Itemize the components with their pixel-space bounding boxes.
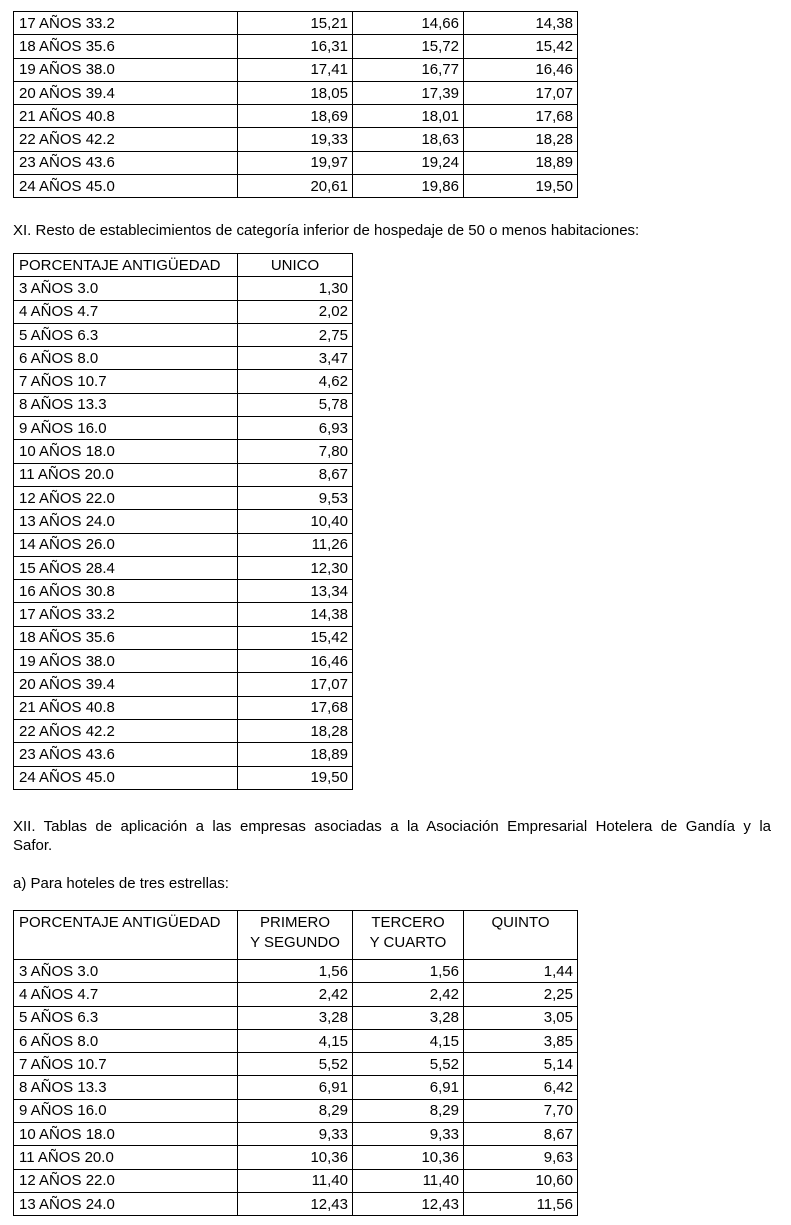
value-cell: 11,56	[464, 1192, 578, 1215]
column-header-line: QUINTO	[491, 914, 550, 931]
value-cell: 11,40	[238, 1169, 353, 1192]
row-label-cell: 19 AÑOS 38.0	[14, 650, 238, 673]
table-row	[14, 603, 353, 626]
value-cell: 15,72	[353, 35, 464, 58]
table-row	[14, 1192, 578, 1215]
row-label-cell: 24 AÑOS 45.0	[14, 766, 238, 789]
value-cell: 6,93	[238, 417, 353, 440]
value-cell: 9,33	[353, 1123, 464, 1146]
value-cell: 12,30	[238, 556, 353, 579]
row-label-cell: 5 AÑOS 6.3	[14, 323, 238, 346]
table-row	[14, 300, 353, 323]
table-row	[14, 510, 353, 533]
table-row	[14, 719, 353, 742]
table-row	[14, 463, 353, 486]
table-row	[14, 533, 353, 556]
table-row	[14, 1006, 578, 1029]
table-row	[14, 626, 353, 649]
value-cell: 15,42	[238, 626, 353, 649]
value-cell: 11,40	[353, 1169, 464, 1192]
value-cell: 10,60	[464, 1169, 578, 1192]
column-header-line: TERCERO	[371, 914, 445, 931]
value-cell: 10,36	[353, 1146, 464, 1169]
row-label-cell: 3 AÑOS 3.0	[14, 277, 238, 300]
column-header-line: Y SEGUNDO	[250, 934, 340, 951]
value-cell: 19,86	[353, 175, 464, 198]
value-cell: 19,50	[238, 766, 353, 789]
table-row	[14, 347, 353, 370]
table-row	[14, 983, 578, 1006]
value-cell: 19,50	[464, 175, 578, 198]
value-cell: 1,56	[353, 960, 464, 983]
row-label-cell: 12 AÑOS 22.0	[14, 486, 238, 509]
value-cell: 16,77	[353, 58, 464, 81]
section-xii-heading-line2: Safor.	[13, 837, 53, 854]
value-cell: 2,25	[464, 983, 578, 1006]
table-row	[14, 766, 353, 789]
value-cell: 18,28	[464, 128, 578, 151]
value-cell: 12,43	[238, 1192, 353, 1215]
value-cell: 17,41	[238, 58, 353, 81]
table-row	[14, 81, 578, 104]
row-label-cell: 7 AÑOS 10.7	[14, 370, 238, 393]
value-cell: 18,69	[238, 105, 353, 128]
table-row	[14, 277, 353, 300]
table-row	[14, 1123, 578, 1146]
row-label-cell: 15 AÑOS 28.4	[14, 556, 238, 579]
value-cell: 5,52	[353, 1053, 464, 1076]
row-label-cell: 11 AÑOS 20.0	[14, 463, 238, 486]
row-label-cell: 19 AÑOS 38.0	[14, 58, 238, 81]
table-row	[14, 1029, 578, 1052]
row-label-cell: 11 AÑOS 20.0	[14, 1146, 238, 1169]
table-hospedaje-continuation	[13, 11, 578, 198]
value-cell: 17,07	[238, 673, 353, 696]
column-header-unico: UNICO	[238, 254, 353, 277]
value-cell: 18,89	[238, 743, 353, 766]
table-row	[14, 105, 578, 128]
value-cell: 4,62	[238, 370, 353, 393]
value-cell: 17,07	[464, 81, 578, 104]
value-cell: 2,42	[353, 983, 464, 1006]
value-cell: 16,31	[238, 35, 353, 58]
row-label-cell: 13 AÑOS 24.0	[14, 510, 238, 533]
value-cell: 2,75	[238, 323, 353, 346]
row-label-cell: 24 AÑOS 45.0	[14, 175, 238, 198]
value-cell: 14,66	[353, 12, 464, 35]
value-cell: 13,34	[238, 580, 353, 603]
column-header-porcentaje-antiguedad	[14, 911, 238, 960]
column-header-primero-y-segundo	[238, 911, 353, 960]
table-row	[14, 486, 353, 509]
row-label-cell: 21 AÑOS 40.8	[14, 105, 238, 128]
value-cell: 18,28	[238, 719, 353, 742]
value-cell: 9,33	[238, 1123, 353, 1146]
row-label-cell: 10 AÑOS 18.0	[14, 440, 238, 463]
value-cell: 15,42	[464, 35, 578, 58]
value-cell: 8,29	[238, 1099, 353, 1122]
table-row	[14, 440, 353, 463]
row-label-cell: 3 AÑOS 3.0	[14, 960, 238, 983]
row-label-cell: 7 AÑOS 10.7	[14, 1053, 238, 1076]
row-label-cell: 4 AÑOS 4.7	[14, 983, 238, 1006]
value-cell: 8,67	[238, 463, 353, 486]
table-header-row	[14, 254, 353, 277]
value-cell: 15,21	[238, 12, 353, 35]
row-label-cell: 6 AÑOS 8.0	[14, 1029, 238, 1052]
table-row	[14, 1099, 578, 1122]
value-cell: 9,53	[238, 486, 353, 509]
table-row	[14, 1076, 578, 1099]
value-cell: 5,14	[464, 1053, 578, 1076]
value-cell: 19,97	[238, 151, 353, 174]
value-cell: 5,78	[238, 393, 353, 416]
section-xii-heading	[13, 817, 771, 855]
table-row	[14, 175, 578, 198]
value-cell: 7,70	[464, 1099, 578, 1122]
value-cell: 9,63	[464, 1146, 578, 1169]
table-row	[14, 556, 353, 579]
value-cell: 16,46	[464, 58, 578, 81]
section-xii-heading-line1: XII. Tablas de aplicación a las empresas asociadas a la Asociación Empresarial Hotelera de Gandía y la	[13, 818, 771, 835]
value-cell: 4,15	[353, 1029, 464, 1052]
row-label-cell: 22 AÑOS 42.2	[14, 128, 238, 151]
table-row	[14, 128, 578, 151]
column-header-porcentaje-antiguedad: PORCENTAJE ANTIGÜEDAD	[14, 254, 238, 277]
value-cell: 19,33	[238, 128, 353, 151]
table-row	[14, 1053, 578, 1076]
value-cell: 18,63	[353, 128, 464, 151]
table-row	[14, 417, 353, 440]
row-label-cell: 20 AÑOS 39.4	[14, 81, 238, 104]
table-row	[14, 1169, 578, 1192]
section-a-heading: a) Para hoteles de tres estrellas:	[13, 875, 229, 892]
value-cell: 4,15	[238, 1029, 353, 1052]
row-label-cell: 5 AÑOS 6.3	[14, 1006, 238, 1029]
value-cell: 18,01	[353, 105, 464, 128]
value-cell: 1,30	[238, 277, 353, 300]
row-label-cell: 8 AÑOS 13.3	[14, 1076, 238, 1099]
value-cell: 6,91	[353, 1076, 464, 1099]
table-header-row	[14, 911, 578, 960]
table-row	[14, 673, 353, 696]
table-row	[14, 370, 353, 393]
section-xi-heading: XI. Resto de establecimientos de categoría inferior de hospedaje de 50 o menos habitaciones:	[13, 222, 640, 239]
value-cell: 1,44	[464, 960, 578, 983]
row-label-cell: 20 AÑOS 39.4	[14, 673, 238, 696]
value-cell: 1,56	[238, 960, 353, 983]
row-label-cell: 21 AÑOS 40.8	[14, 696, 238, 719]
value-cell: 11,26	[238, 533, 353, 556]
table-xi-unico	[13, 253, 353, 790]
column-header-tercero-y-cuarto	[353, 911, 464, 960]
value-cell: 5,52	[238, 1053, 353, 1076]
row-label-cell: 18 AÑOS 35.6	[14, 35, 238, 58]
value-cell: 16,46	[238, 650, 353, 673]
table-row	[14, 696, 353, 719]
value-cell: 12,43	[353, 1192, 464, 1215]
row-label-cell: 12 AÑOS 22.0	[14, 1169, 238, 1192]
value-cell: 3,28	[238, 1006, 353, 1029]
row-label-cell: 6 AÑOS 8.0	[14, 347, 238, 370]
value-cell: 19,24	[353, 151, 464, 174]
column-header-line: Y CUARTO	[369, 934, 447, 951]
row-label-cell: 17 AÑOS 33.2	[14, 12, 238, 35]
table-row	[14, 151, 578, 174]
table-xii-tres-estrellas	[13, 910, 578, 1216]
value-cell: 18,05	[238, 81, 353, 104]
row-label-cell: 23 AÑOS 43.6	[14, 743, 238, 766]
value-cell: 2,42	[238, 983, 353, 1006]
table-row	[14, 960, 578, 983]
value-cell: 10,40	[238, 510, 353, 533]
row-label-cell: 23 AÑOS 43.6	[14, 151, 238, 174]
table-row	[14, 580, 353, 603]
row-label-cell: 14 AÑOS 26.0	[14, 533, 238, 556]
value-cell: 6,42	[464, 1076, 578, 1099]
table-row	[14, 323, 353, 346]
row-label-cell: 8 AÑOS 13.3	[14, 393, 238, 416]
value-cell: 3,28	[353, 1006, 464, 1029]
row-label-cell: 4 AÑOS 4.7	[14, 300, 238, 323]
value-cell: 8,29	[353, 1099, 464, 1122]
column-header-quinto	[464, 911, 578, 960]
table-row	[14, 743, 353, 766]
value-cell: 3,05	[464, 1006, 578, 1029]
row-label-cell: 13 AÑOS 24.0	[14, 1192, 238, 1215]
value-cell: 17,68	[238, 696, 353, 719]
table-row	[14, 12, 578, 35]
value-cell: 2,02	[238, 300, 353, 323]
row-label-cell: 9 AÑOS 16.0	[14, 1099, 238, 1122]
value-cell: 7,80	[238, 440, 353, 463]
column-header-line: PORCENTAJE ANTIGÜEDAD	[19, 914, 221, 931]
table-row	[14, 650, 353, 673]
table-row	[14, 58, 578, 81]
value-cell: 10,36	[238, 1146, 353, 1169]
table-row	[14, 35, 578, 58]
table-row	[14, 1146, 578, 1169]
value-cell: 3,47	[238, 347, 353, 370]
row-label-cell: 18 AÑOS 35.6	[14, 626, 238, 649]
value-cell: 14,38	[238, 603, 353, 626]
value-cell: 17,68	[464, 105, 578, 128]
column-header-line: PRIMERO	[259, 914, 330, 931]
value-cell: 17,39	[353, 81, 464, 104]
value-cell: 6,91	[238, 1076, 353, 1099]
row-label-cell: 16 AÑOS 30.8	[14, 580, 238, 603]
value-cell: 3,85	[464, 1029, 578, 1052]
value-cell: 20,61	[238, 175, 353, 198]
value-cell: 8,67	[464, 1123, 578, 1146]
row-label-cell: 9 AÑOS 16.0	[14, 417, 238, 440]
row-label-cell: 17 AÑOS 33.2	[14, 603, 238, 626]
value-cell: 18,89	[464, 151, 578, 174]
table-row	[14, 393, 353, 416]
row-label-cell: 22 AÑOS 42.2	[14, 719, 238, 742]
value-cell: 14,38	[464, 12, 578, 35]
row-label-cell: 10 AÑOS 18.0	[14, 1123, 238, 1146]
